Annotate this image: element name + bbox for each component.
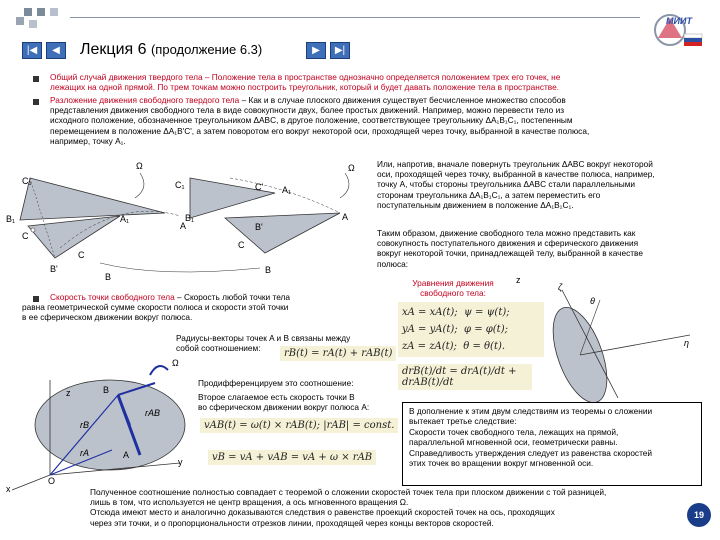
logo-emblem-icon bbox=[648, 8, 706, 48]
equation-velocity-sum: vB = vA + vAB = vA + ω × rAB bbox=[208, 450, 376, 465]
para3-heading: Скорость точки свободного тела bbox=[50, 292, 175, 302]
label-x-axis: x bbox=[6, 484, 11, 494]
label-z-axis: z bbox=[66, 388, 71, 398]
corollary-callout: В дополнение к этим двум следствиям из теоремы о сложении вытекает третье следствие: Скорости точек свободного тела, лежащих на прямой, параллельной мгновенной оси, геометрически равны. Справедливость утверждения следует из равенства скоростей этих точек во вращении вокруг мгновенной оси. bbox=[402, 402, 702, 486]
nav-first-button[interactable]: |◀ bbox=[22, 42, 42, 59]
label-O: O bbox=[48, 476, 56, 486]
equation-radius: rB(t) = rA(t) + rAB(t) bbox=[280, 346, 396, 361]
para2-heading: Разложение движения свободного твердого тела bbox=[50, 95, 240, 105]
label-A-2: A bbox=[342, 212, 349, 222]
paragraph-velocity: Скорость точки свободного тела – Скорость любой точки тела равна геометрической сумме скорости полюса и скорости этой точки в ее сферическом движении вокруг полюса. bbox=[22, 292, 291, 323]
label-Bp-2: B' bbox=[50, 264, 58, 274]
nav-prev-button[interactable]: ◀ bbox=[46, 42, 66, 59]
equations-motion: xA = xA(t); ψ = ψ(t); yA = yA(t); φ = φ(t); zA = zA(t); θ = θ(t). bbox=[398, 302, 544, 357]
label-B-vec: B bbox=[103, 385, 110, 395]
title-main: Лекция 6 bbox=[80, 41, 147, 58]
triangle-A1B1C1 bbox=[20, 178, 165, 220]
label-theta: θ bbox=[590, 296, 595, 306]
paragraph-decomposition: Разложение движения свободного твердого тела – Как и в случае плоского движения существует бесчисленное множество способов представления движения свободного тела в виде совокупности двух, более простых движений. Например, можно перевести тело из исходного положение, обозначенное треугольником ΔABC, в другое положение, соответствующее треугольнику ΔA₁B₁C₁, постепенным перемещением в положение ΔA₁B'C', а затем поворотом его вокруг некоторой оси, проходящей через точку, выбранной в качестве полюса, например, точку A₁. bbox=[50, 95, 590, 146]
label-C: C bbox=[22, 231, 29, 241]
label-C1: C₁ bbox=[22, 176, 32, 186]
conclusion-text: Таким образом, движение свободного тела можно представить как совокупность поступательного движения и сферического движения вокруг некоторой точки, принадлежащей телу, выбранной в качестве полюса: bbox=[377, 228, 643, 269]
label-B1: B₁ bbox=[6, 214, 16, 224]
bullet bbox=[33, 99, 39, 105]
nav-next-button[interactable]: ▶ bbox=[306, 42, 326, 59]
label-B1b: B₁ bbox=[185, 213, 195, 223]
label-A: A bbox=[180, 221, 187, 231]
logo-text: МИИТ bbox=[666, 16, 692, 26]
label-rB: rB bbox=[80, 420, 89, 430]
body-vector-diagram bbox=[0, 355, 200, 495]
label-eta: η bbox=[684, 338, 689, 348]
label-B-2: B bbox=[265, 265, 272, 275]
equation-spherical: vAB(t) = ω(t) × rAB(t); |rAB| = const. bbox=[200, 418, 398, 433]
label-C1b: C₁ bbox=[175, 180, 185, 190]
label-z: z bbox=[516, 275, 521, 285]
header-rule bbox=[70, 17, 640, 18]
label-A-vec: A bbox=[123, 450, 130, 460]
page-number: 19 bbox=[687, 503, 711, 527]
label-rAB: rAB bbox=[145, 408, 161, 418]
label-rA: rA bbox=[80, 448, 89, 458]
label-y-axis: y bbox=[178, 457, 183, 467]
label-zeta: ζ bbox=[558, 282, 563, 292]
bottom-text: Полученное соотношение полностью совпадает с теоремой о сложении скоростей точек тела при плоском движении с той разницей, лишь в том, что используется не центр вращения, а ось мгновенного вращения Ω. Отсюда имеют место и аналогично доказываются следствия о равенстве проекций скоростей точек на ось, проходящих через эти точки, и о пропорциональности отрезков линии, проходящей через концы векторов скоростей. bbox=[90, 487, 607, 528]
bullet bbox=[33, 76, 39, 82]
equation-derivative: drB(t)/dt = drA(t)/dt + drAB(t)/dt bbox=[398, 364, 532, 390]
para1-heading: Общий случай движения твердого тела bbox=[50, 72, 203, 82]
decor-square bbox=[50, 8, 58, 16]
label-omega-2: Ω bbox=[348, 163, 355, 173]
label-Cp: C' bbox=[255, 182, 264, 192]
logo bbox=[648, 8, 706, 48]
label-omega-3: Ω bbox=[172, 358, 179, 368]
equations-title: Уравнения движения свободного тела: bbox=[412, 278, 494, 299]
decor-square bbox=[29, 20, 37, 28]
page-title bbox=[80, 41, 262, 59]
decor-square bbox=[37, 8, 45, 16]
radius-text: Радиусы-векторы точек A и B связаны между собой соотношением: bbox=[176, 333, 351, 354]
decor-square bbox=[16, 17, 24, 25]
label-A1: A₁ bbox=[282, 185, 292, 195]
second-term-text: Второе слагаемое есть скорость точки B во сферическом движении вокруг полюса A: bbox=[198, 392, 370, 413]
label-Bp: B' bbox=[255, 222, 263, 232]
nav-last-button[interactable]: ▶| bbox=[330, 42, 350, 59]
label-A1b: A₁ bbox=[120, 214, 130, 224]
label-Cp-2: C bbox=[78, 250, 85, 260]
paragraph-general-case: Общий случай движения твердого тела – Положение тела в пространстве однозначно определяется положением трех его точек, не лежащих на одной прямой. По трем точкам можно построить треугольник, который и будет давать положение тела в пространстве. bbox=[50, 72, 561, 93]
label-omega-1: Ω bbox=[136, 161, 143, 171]
title-sub: (продолжение 6.3) bbox=[150, 42, 263, 57]
decor-square bbox=[24, 8, 32, 16]
label-B: B bbox=[105, 272, 112, 282]
alternative-text: Или, напротив, вначале повернуть треугольник ΔABC вокруг некоторой оси, проходящей через точку, выбранной в качестве полюса, например, точку A, чтобы стороны треугольника ΔABC стали параллельными сторонам треугольника ΔA₁B₁C₁, а затем переместить его поступательным движением в положение ΔA₁B₁C₁. bbox=[377, 159, 655, 210]
label-C-2: C bbox=[238, 240, 245, 250]
differentiate-text: Продифференцируем это соотношение: bbox=[198, 378, 354, 388]
